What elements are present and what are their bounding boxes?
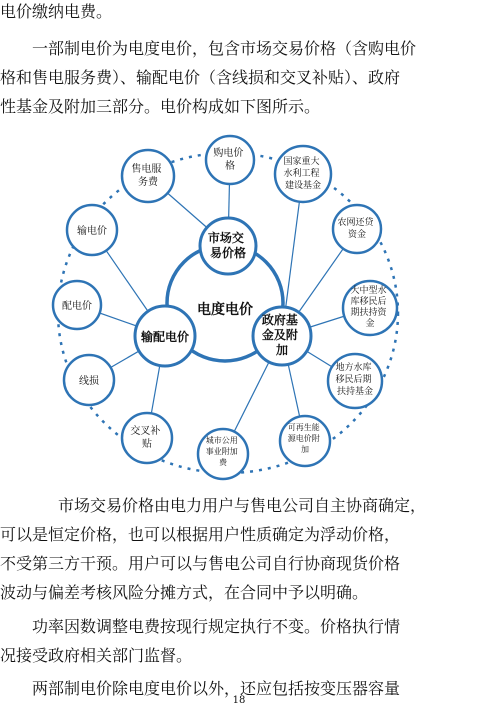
- page-number: 18: [232, 695, 246, 706]
- distribution-price-node-label: 配电价: [62, 301, 92, 312]
- paragraph-line: 波动与偏差考核风险分摊方式，在合同中予以明确。: [0, 583, 369, 602]
- sales-service-node-label: 售电服 务费: [131, 164, 162, 188]
- paragraph-line: 不受第三方干预。用户可以与售电公司自行协商现货价格: [0, 554, 401, 573]
- line-loss-node-label: 线损: [79, 376, 99, 387]
- price-composition-diagram: [0, 118, 478, 498]
- paragraph-line: 况接受政府相关部门监督。: [0, 646, 193, 665]
- paragraph-line: 性基金及附加三部分。电价构成如下图所示。: [0, 97, 321, 116]
- rural-grid-node-label: 农网还贷 资金: [337, 218, 374, 240]
- cross-subsidy-node-label: 交叉补 贴: [130, 426, 161, 450]
- paragraph-line: 功率因数调整电费按现行规定执行不变。价格执行情: [32, 617, 401, 636]
- transmission-node-label: 输配电价: [140, 330, 190, 344]
- transmission-price-node-label: 输电价: [77, 226, 107, 237]
- market-node-label: 市场交 易价格: [207, 231, 247, 260]
- government-node-label: 政府基 金及附 加: [261, 313, 298, 357]
- local-reservoir-node-label: 地方水库 移民后期 扶持基金: [335, 363, 374, 397]
- large-reservoir-node-label: 大中型水 库移民后 期扶持资 金: [350, 286, 387, 329]
- urban-utility-node-label: 城市公用 事业附加 费: [205, 436, 238, 467]
- center-node-label: 电度电价: [197, 302, 253, 318]
- paragraph-line: 市场交易价格由电力用户与售电公司自主协商确定，: [58, 496, 427, 515]
- purchase-node-label: 购电价 格: [213, 148, 244, 172]
- paragraph-line: 可以是恒定价格，也可以根据用户性质确定为浮动价格，: [0, 525, 401, 544]
- paragraph-line: 一部制电价为电度电价，包含市场交易价格（含购电价: [32, 39, 417, 58]
- paragraph-line: 格和售电服务费）、输配电价（含线损和交叉补贴）、政府: [0, 68, 401, 87]
- paragraph-line: 电价缴纳电费。: [0, 2, 113, 21]
- paragraph-line: 两部制电价除电度电价以外，还应包括按变压器容量: [32, 679, 401, 698]
- renewable-node-label: 可再生能 源电价附 加: [287, 423, 320, 454]
- water-project-node-label: 国家重大 水利工程 建设基金: [283, 157, 322, 191]
